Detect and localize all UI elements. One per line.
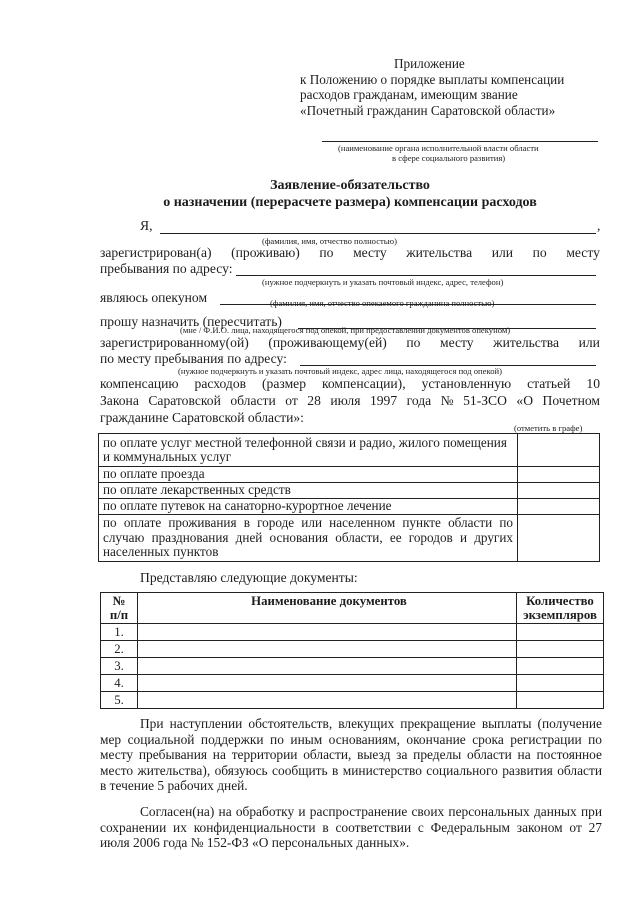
- appendix-line: расходов гражданам, имеющим звание: [300, 87, 518, 102]
- consent-paragraph: [100, 804, 602, 851]
- word: 51-ЗСО: [463, 393, 507, 408]
- address2-hint: (нужное подчеркнуть и указать почтовый индекс, адрес лица, находящегося под опекой): [178, 366, 502, 376]
- option-row: [99, 515, 600, 562]
- word: установленную: [421, 376, 512, 391]
- word: по: [319, 245, 334, 260]
- word: месту: [440, 335, 474, 350]
- word: жительства: [406, 245, 473, 260]
- guardian-label: являюсь опекуном: [100, 290, 208, 305]
- document-qty-cell[interactable]: [517, 658, 604, 675]
- word: месту: [353, 245, 387, 260]
- option-checkbox[interactable]: [518, 434, 600, 467]
- authority-hint: в сфере социального развития): [392, 153, 506, 163]
- word: «О: [516, 393, 534, 408]
- option-row: [99, 483, 600, 499]
- document-row-number: 4.: [101, 675, 138, 692]
- option-row: [99, 434, 600, 467]
- word: от: [285, 393, 298, 408]
- stay-label: пребывания по адресу:: [100, 261, 233, 276]
- mark-hint: (отметить в графе): [514, 423, 583, 433]
- word: жительства: [493, 335, 560, 350]
- document-row: [101, 675, 604, 692]
- col-qty-header: [517, 593, 604, 624]
- document-row-number: 3.: [101, 658, 138, 675]
- word: или: [578, 335, 600, 350]
- document-name-cell[interactable]: [138, 658, 517, 675]
- col-qty-line: Количество: [526, 594, 594, 608]
- document-subtitle: о назначении (перерасчете размера) компенсации расходов: [163, 195, 537, 210]
- documents-table: [100, 592, 604, 709]
- word: (проживаю): [231, 245, 300, 260]
- authority-name-line[interactable]: [322, 141, 598, 142]
- address-hint: (нужное подчеркнуть и указать почтовый индекс, адрес, телефон): [262, 277, 504, 287]
- document-qty-cell[interactable]: [517, 675, 604, 692]
- compensation-options-table: [98, 433, 600, 562]
- registered2-line: [100, 335, 600, 351]
- word: зарегистрированному(ой): [100, 335, 249, 350]
- i-label: Я,: [140, 218, 153, 233]
- document-row-number: 5.: [101, 692, 138, 709]
- guardian-hint: (фамилия, имя, отчество опекаемого гражданина полностью): [270, 298, 495, 308]
- word: июля: [330, 393, 361, 408]
- col-name-header: Наименование документов: [138, 593, 517, 624]
- option-label: по оплате путевок на санаторно-курортное лечение: [99, 499, 518, 515]
- col-num-header: [101, 593, 138, 624]
- word: компенсации),: [321, 376, 406, 391]
- option-label: по оплате лекарственных средств: [99, 483, 518, 499]
- stay2-label: по месту пребывания по адресу:: [100, 351, 287, 366]
- document-qty-cell[interactable]: [517, 692, 604, 709]
- consent-text: Согласен(на) на обработку и распространение своих персональных данных при сохранении их конфиденциальности в соответствии с Федеральным законом от 27 июля 2006 года № 152-ФЗ «О персональных данных».: [100, 804, 602, 850]
- word: зарегистрирован(а): [100, 245, 212, 260]
- word: Саратовской: [148, 393, 221, 408]
- option-row: [99, 499, 600, 515]
- word: по: [406, 335, 421, 350]
- documents-intro: Представляю следующие документы:: [140, 570, 358, 585]
- document-qty-cell[interactable]: [517, 641, 604, 658]
- option-checkbox[interactable]: [518, 483, 600, 499]
- col-num-line: №: [112, 594, 126, 608]
- option-label: по оплате проживания в городе или населенном пункте области по случаю празднования дней основания области, ее городов и других населенных пунктов: [99, 515, 518, 562]
- document-name-cell[interactable]: [138, 641, 517, 658]
- document-row: [101, 692, 604, 709]
- word: №: [440, 393, 454, 408]
- fio-input-line[interactable]: [160, 233, 596, 234]
- request-hint: (мне / Ф.И.О. лица, находящегося под опекой, при предоставлении документов опекуном): [180, 325, 511, 335]
- word: области: [230, 393, 276, 408]
- document-qty-cell[interactable]: [517, 624, 604, 641]
- document-name-cell[interactable]: [138, 675, 517, 692]
- appendix-line: «Почетный гражданин Саратовской области»: [300, 102, 556, 118]
- word: 1997: [369, 393, 398, 408]
- word: Закона: [100, 393, 139, 408]
- option-row: [99, 467, 600, 483]
- compensation-line1: [100, 376, 600, 392]
- word: 10: [586, 376, 600, 391]
- registered-line: [100, 245, 600, 261]
- comma: ,: [597, 218, 601, 233]
- word: (проживающему(ей): [268, 335, 387, 350]
- document-row: [101, 624, 604, 641]
- word: (размер: [262, 376, 306, 391]
- col-num-line: п/п: [109, 608, 129, 622]
- obligation-paragraph: [100, 716, 602, 794]
- address-input-line[interactable]: [236, 275, 596, 276]
- compensation-line2: [100, 393, 600, 409]
- word: 28: [307, 393, 321, 408]
- word: или: [491, 245, 514, 260]
- appendix-line: к Положению о порядке выплаты компенсации: [300, 71, 565, 87]
- option-label: по оплате услуг местной телефонной связи и радио, жилого помещения и коммунальных услуг: [99, 434, 518, 467]
- document-row: [101, 641, 604, 658]
- fio-hint: (фамилия, имя, отчество полностью): [262, 236, 397, 246]
- word: компенсацию: [100, 376, 179, 391]
- document-row-number: 2.: [101, 641, 138, 658]
- appendix-title: Приложение: [394, 56, 465, 71]
- word: расходов: [194, 376, 247, 391]
- word: месту: [566, 245, 600, 260]
- authority-hint: (наименование органа исполнительной власти области: [338, 143, 539, 153]
- document-title: Заявление-обязательство: [270, 178, 430, 193]
- word: статьей: [527, 376, 571, 391]
- obligation-text: При наступлении обстоятельств, влекущих прекращение выплаты (получение мер социальной поддержки по иным основаниям, окончание срока регистрации по месту пребывания на территории области, выезд за пределы области на постоянное место жительства), обязуюсь сообщить в министерство социального развития области в течение 5 рабочих дней.: [100, 716, 602, 793]
- option-checkbox[interactable]: [518, 467, 600, 483]
- request-label: прошу назначить (пересчитать): [100, 314, 282, 329]
- word: по: [532, 245, 547, 260]
- word: Почетном: [542, 393, 600, 408]
- col-qty-line: экземпляров: [523, 608, 597, 622]
- document-name-cell[interactable]: [138, 692, 517, 709]
- option-checkbox[interactable]: [518, 499, 600, 515]
- word: года: [406, 393, 432, 408]
- option-label: по оплате проезда: [99, 467, 518, 483]
- option-checkbox[interactable]: [518, 515, 600, 562]
- document-row-number: 1.: [101, 624, 138, 641]
- compensation-line3: гражданине Саратовской области»:: [100, 410, 304, 425]
- appendix-block: [300, 56, 620, 118]
- documents-header-row: [101, 593, 604, 624]
- document-row: [101, 658, 604, 675]
- document-name-cell[interactable]: [138, 624, 517, 641]
